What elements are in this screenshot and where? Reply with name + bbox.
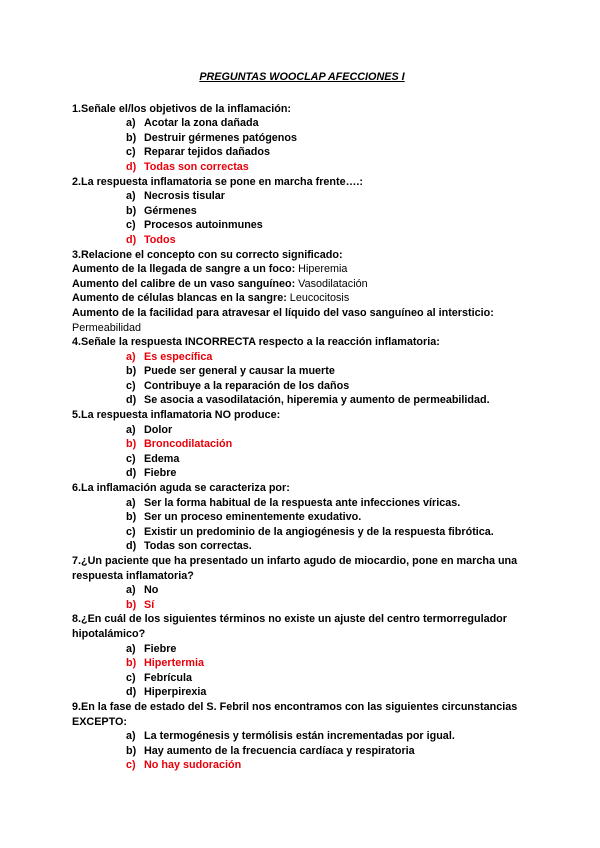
option-text: Edema <box>144 452 180 465</box>
concept-pair <box>72 277 532 292</box>
answer-option <box>72 510 532 525</box>
answer-option <box>72 642 532 657</box>
answer-option <box>72 218 532 233</box>
option-letter: c) <box>126 525 136 538</box>
question-prompt: 1.Señale el/los objetivos de la inflamación: <box>72 102 292 115</box>
option-letter: b) <box>126 598 137 611</box>
option-letter: b) <box>126 438 137 451</box>
concept-meaning: Permeabilidad <box>72 321 142 334</box>
option-text: Hipertermia <box>144 657 205 670</box>
answer-option <box>72 452 532 467</box>
answer-option-correct <box>72 656 532 671</box>
option-text: Procesos autoinmunes <box>144 219 263 232</box>
option-letter: b) <box>126 744 137 757</box>
option-text: Necrosis tisular <box>144 190 226 203</box>
answer-option <box>72 583 532 598</box>
option-text: Fiebre <box>144 642 177 655</box>
option-letter: d) <box>126 686 137 699</box>
answer-option-correct <box>72 758 532 773</box>
option-letter: c) <box>126 671 136 684</box>
answer-option <box>72 393 532 408</box>
option-letter: a) <box>126 423 136 436</box>
option-text: Fiebre <box>144 467 177 480</box>
option-text: Puede ser general y causar la muerte <box>144 365 335 378</box>
answer-option <box>72 744 532 759</box>
answer-option <box>72 204 532 219</box>
option-text: Se asocia a vasodilatación, hiperemia y aumento de permeabilidad. <box>144 394 490 407</box>
answer-option <box>72 364 532 379</box>
question-prompt: 5.La respuesta inflamatoria NO produce: <box>72 409 281 422</box>
option-letter: c) <box>126 452 136 465</box>
option-letter: a) <box>126 117 136 130</box>
option-letter: c) <box>126 759 136 772</box>
option-letter: b) <box>126 131 137 144</box>
option-letter: d) <box>126 540 137 553</box>
answer-option-correct <box>72 160 532 175</box>
answer-option-correct <box>72 437 532 452</box>
answer-option <box>72 379 532 394</box>
question-prompt: 7.¿Un paciente que ha presentado un infarto agudo de miocardio, pone en marcha una respuesta inflamatoria? <box>72 555 518 582</box>
question-list <box>72 102 532 773</box>
option-letter: d) <box>126 467 137 480</box>
option-letter: c) <box>126 379 136 392</box>
answer-option <box>72 539 532 554</box>
page-title: PREGUNTAS WOOCLAP AFECCIONES I <box>199 71 405 83</box>
option-text: Sí <box>144 598 155 611</box>
answer-option <box>72 671 532 686</box>
question-prompt: 8.¿En cuál de los siguientes términos no existe un ajuste del centro termorregulador hipotalámico? <box>72 613 507 640</box>
option-letter: c) <box>126 219 136 232</box>
concept-pair <box>72 306 532 335</box>
option-text: No hay sudoración <box>144 759 242 772</box>
option-text: Existir un predominio de la angiogénesis y de la respuesta fibrótica. <box>144 525 494 538</box>
option-letter: a) <box>126 190 136 203</box>
answer-option <box>72 131 532 146</box>
answer-option <box>72 685 532 700</box>
question-prompt: 9.En la fase de estado del S. Febril nos encontramos con las siguientes circunstancias EXCEPTO: <box>72 700 518 728</box>
answer-option <box>72 496 532 511</box>
option-text: Hay aumento de la frecuencia cardíaca y respiratoria <box>144 744 415 757</box>
question-prompt: 4.Señale la respuesta INCORRECTA respecto a la reacción inflamatoria: <box>72 336 440 349</box>
answer-option-correct <box>72 233 532 248</box>
option-letter: b) <box>126 511 137 524</box>
option-text: Contribuye a la reparación de los daños <box>144 379 350 392</box>
option-letter: b) <box>126 204 137 217</box>
concept-meaning: Hiperemia <box>295 263 348 276</box>
answer-option-correct <box>72 598 532 613</box>
answer-option <box>72 466 532 481</box>
option-text: Es específica <box>144 350 213 363</box>
option-text: Reparar tejidos dañados <box>144 146 270 159</box>
answer-option <box>72 116 532 131</box>
answer-option <box>72 729 532 744</box>
option-letter: b) <box>126 365 137 378</box>
option-text: Hiperpirexia <box>144 686 207 699</box>
question-prompt: 3.Relacione el concepto con su correcto significado: <box>72 248 343 261</box>
answer-option-correct <box>72 350 532 365</box>
concept-pair <box>72 291 532 306</box>
option-text: Ser un proceso eminentemente exudativo. <box>144 511 362 524</box>
option-text: Ser la forma habitual de la respuesta ante infecciones víricas. <box>144 496 461 509</box>
option-letter: d) <box>126 160 137 173</box>
option-letter: b) <box>126 657 137 670</box>
answer-option <box>72 189 532 204</box>
option-text: No <box>144 584 159 597</box>
option-text: La termogénesis y termólisis están incrementadas por igual. <box>144 730 455 743</box>
option-letter: a) <box>126 642 136 655</box>
option-text: Acotar la zona dañada <box>144 117 259 130</box>
document-body <box>72 70 532 773</box>
option-letter: d) <box>126 394 137 407</box>
question-prompt: 2.La respuesta inflamatoria se pone en marcha frente….: <box>72 175 364 188</box>
concept-label: Aumento de la facilidad para atravesar el líquido del vaso sanguíneo al intersticio: <box>72 306 494 319</box>
option-letter: c) <box>126 146 136 159</box>
option-text: Febrícula <box>144 671 193 684</box>
answer-option <box>72 525 532 540</box>
option-text: Todos <box>144 233 176 246</box>
concept-label: Aumento del calibre de un vaso sanguíneo: <box>72 277 296 290</box>
option-text: Broncodilatación <box>144 438 233 451</box>
option-letter: a) <box>126 730 136 743</box>
concept-meaning: Vasodilatación <box>295 277 368 290</box>
option-text: Todas son correctas. <box>144 540 252 553</box>
option-letter: a) <box>126 496 136 509</box>
option-text: Destruir gérmenes patógenos <box>144 131 297 144</box>
concept-label: Aumento de células blancas en la sangre: <box>72 292 287 305</box>
concept-pair <box>72 262 532 277</box>
concept-meaning: Leucocitosis <box>286 292 350 305</box>
question-prompt: 6.La inflamación aguda se caracteriza por: <box>72 482 290 495</box>
option-text: Todas son correctas <box>144 160 249 173</box>
option-letter: d) <box>126 233 137 246</box>
option-text: Gérmenes <box>144 204 197 217</box>
option-letter: a) <box>126 584 136 597</box>
answer-option <box>72 423 532 438</box>
concept-label: Aumento de la llegada de sangre a un foco: <box>72 263 296 276</box>
option-text: Dolor <box>144 423 173 436</box>
option-letter: a) <box>126 350 136 363</box>
answer-option <box>72 145 532 160</box>
